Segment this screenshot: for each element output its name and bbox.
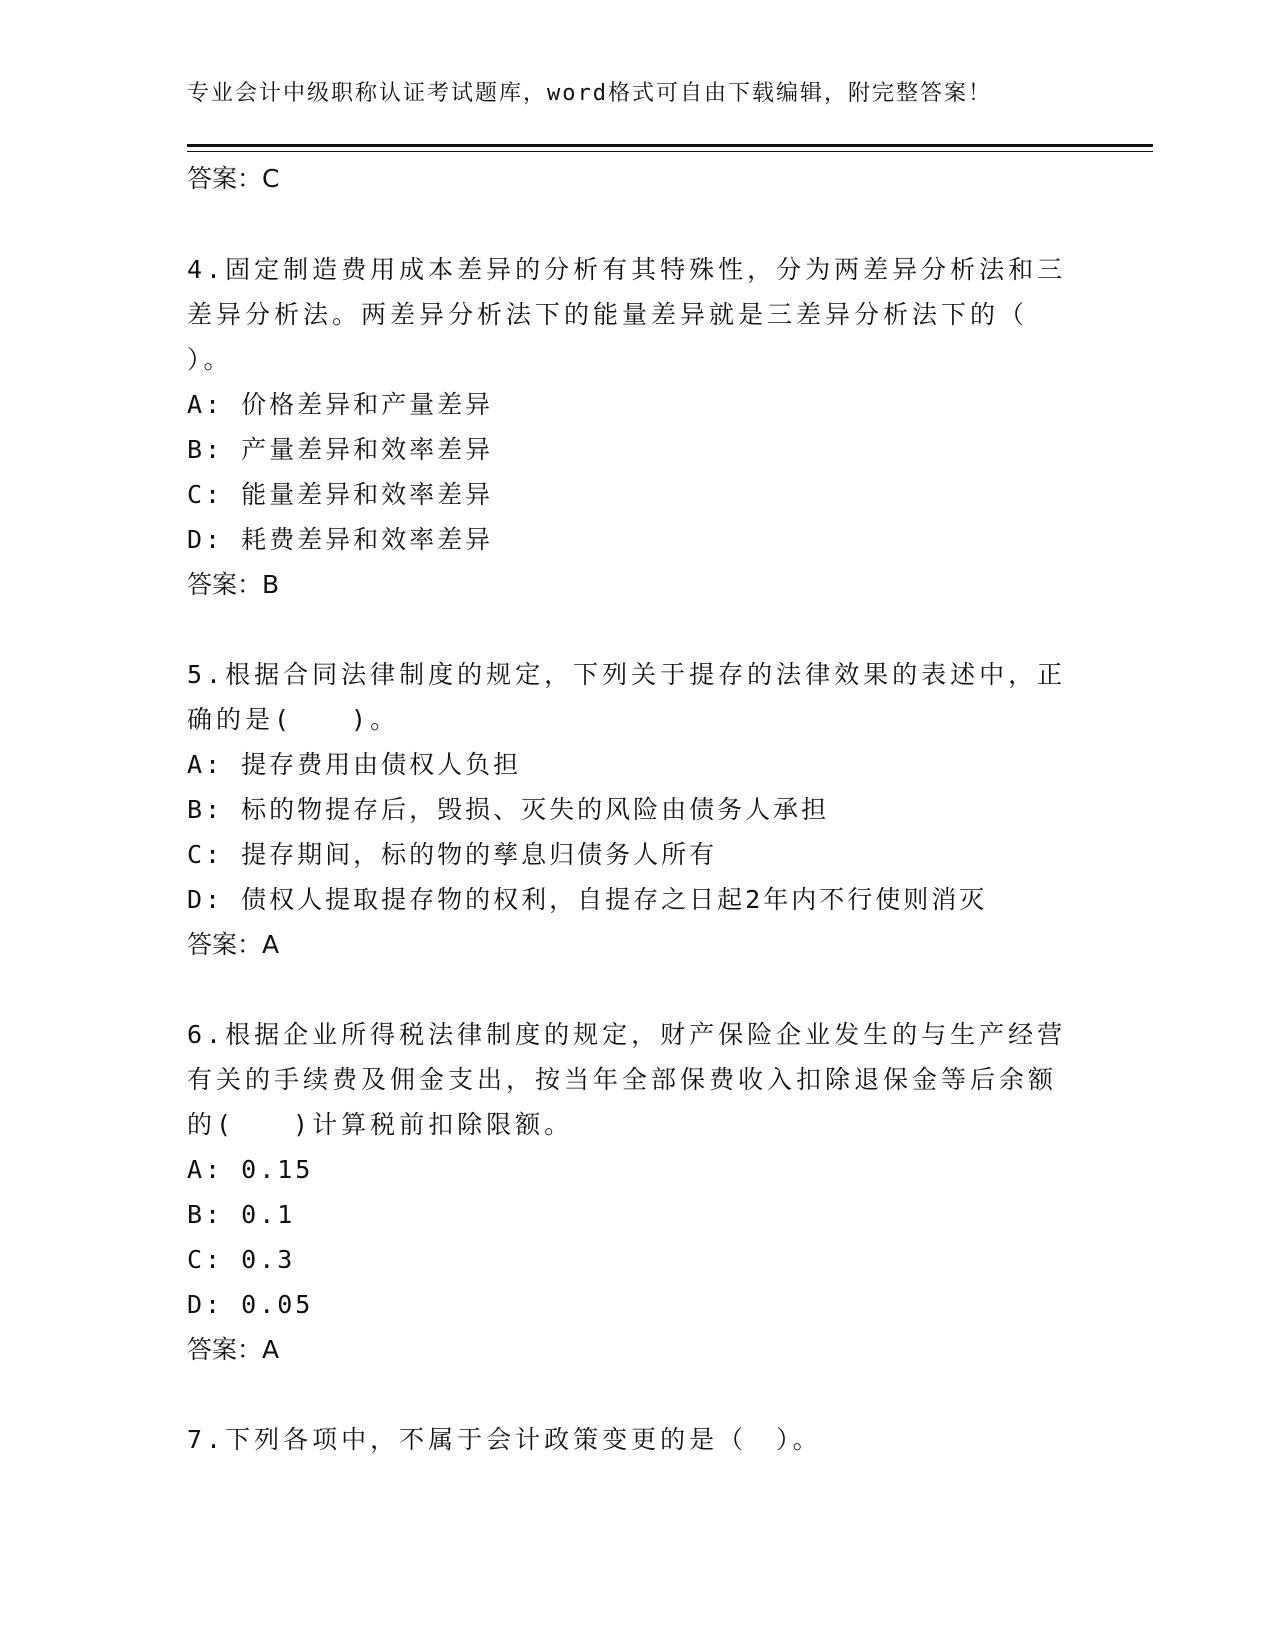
- option-c: C: 提存期间，标的物的孳息归债务人所有: [187, 840, 718, 869]
- question-stem-line: 确的是( )。: [187, 705, 400, 734]
- option-a: A: 提存费用由债权人负担: [187, 750, 522, 779]
- answer-text: 答案：B: [187, 570, 280, 599]
- question-gap: [187, 203, 1067, 247]
- question-stem-line: 5.根据合同法律制度的规定，下列关于提存的法律效果的表述中，正: [187, 660, 1067, 689]
- option-b: B: 产量差异和效率差异: [187, 435, 494, 464]
- header-rule-thin: [187, 151, 1153, 152]
- question-gap: [187, 608, 1067, 652]
- answer-text: 答案：A: [187, 930, 280, 959]
- option-c: C: 0.3: [187, 1245, 296, 1274]
- question-block: [187, 1417, 1067, 1462]
- option-d: D: 债权人提取提存物的权利，自提存之日起2年内不行使则消灭: [187, 885, 988, 914]
- answer-text: 答案：C: [187, 164, 280, 193]
- option-c: C: 能量差异和效率差异: [187, 480, 494, 509]
- option-d: D: 耗费差异和效率差异: [187, 525, 494, 554]
- question-stem-line: 有关的手续费及佣金支出，按当年全部保费收入扣除退保金等后余额: [187, 1065, 1058, 1094]
- question-block: [187, 1012, 1067, 1373]
- question-gap: [187, 968, 1067, 1012]
- question-stem-line: 7.下列各项中，不属于会计政策变更的是（ ）。: [187, 1425, 822, 1454]
- option-b: B: 标的物提存后，毁损、灭失的风险由债务人承担: [187, 795, 830, 824]
- option-b: B: 0.1: [187, 1200, 296, 1229]
- question-stem-line: 6.根据企业所得税法律制度的规定，财产保险企业发生的与生产经营: [187, 1020, 1067, 1049]
- question-block: [187, 652, 1067, 968]
- question-gap: [187, 1373, 1067, 1417]
- option-a: A: 价格差异和产量差异: [187, 390, 494, 419]
- page-header: 专业会计中级职称认证考试题库，word格式可自由下载编辑，附完整答案！: [187, 81, 992, 106]
- question-stem-line: 差异分析法。两差异分析法下的能量差异就是三差异分析法下的（: [187, 300, 1029, 329]
- question-stem-line: 4.固定制造费用成本差异的分析有其特殊性，分为两差异分析法和三: [187, 255, 1067, 284]
- option-d: D: 0.05: [187, 1290, 314, 1319]
- answer-text: 答案：A: [187, 1335, 280, 1364]
- question-stem-line: ）。: [187, 345, 233, 374]
- question-content: [187, 155, 1067, 1462]
- question-block: [187, 247, 1067, 608]
- option-a: A: 0.15: [187, 1155, 314, 1184]
- question-stem-line: 的( )计算税前扣除限额。: [187, 1110, 574, 1139]
- header-rule-thick: [187, 144, 1153, 147]
